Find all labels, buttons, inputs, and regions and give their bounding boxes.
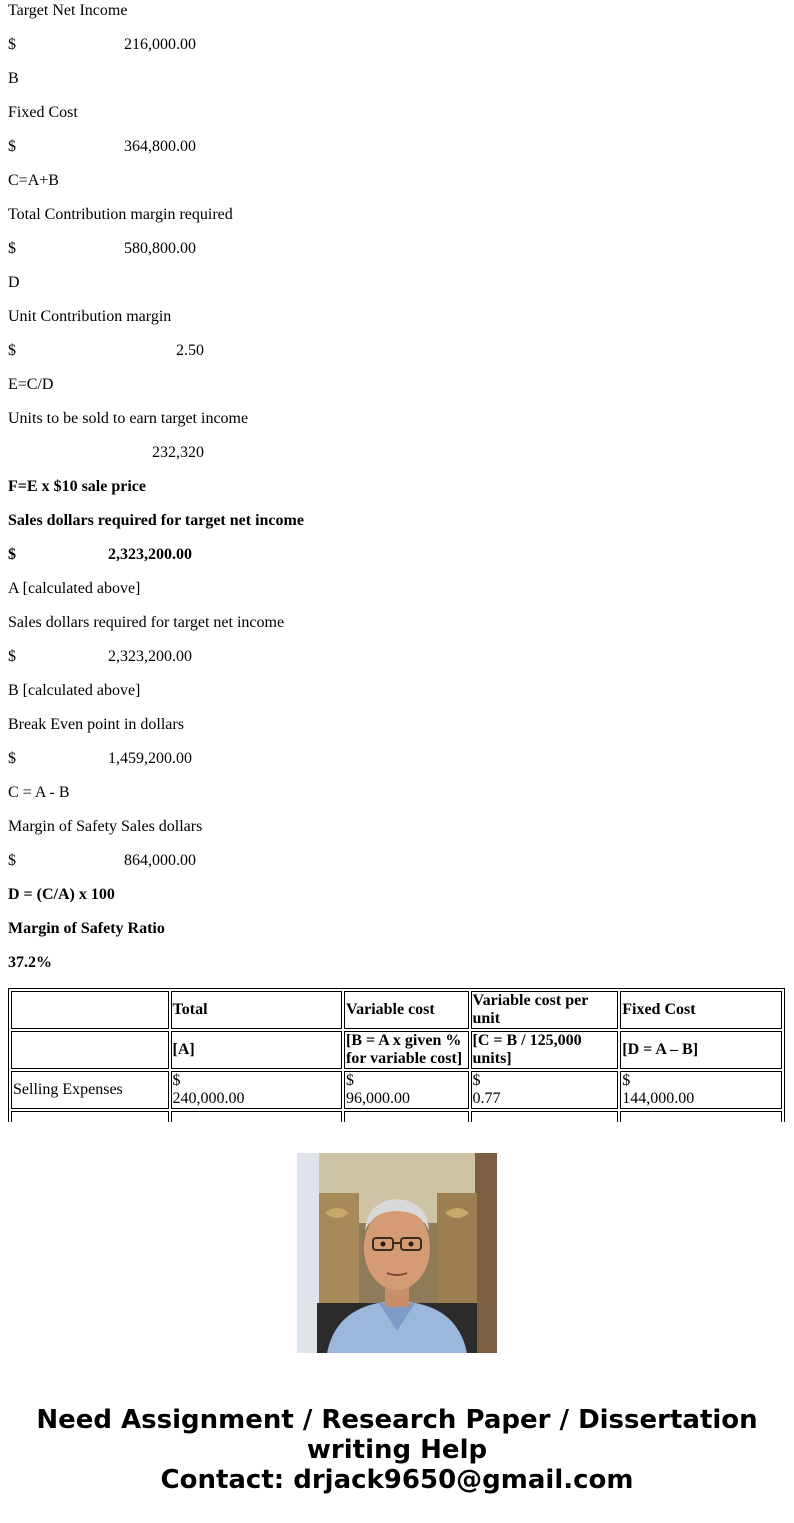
- currency-symbol: $: [8, 750, 16, 767]
- calc-label: Total Contribution margin required: [8, 206, 233, 223]
- calc-label: Unit Contribution margin: [8, 308, 172, 325]
- currency-symbol: $: [8, 342, 16, 359]
- calc-label: A [calculated above]: [8, 580, 141, 597]
- calc-label: Target Net Income: [8, 2, 128, 19]
- calc-label: Units to be sold to earn target income: [8, 410, 249, 427]
- calc-label: C=A+B: [8, 172, 59, 189]
- calc-label: B [calculated above]: [8, 682, 141, 699]
- calc-label: Fixed Cost: [8, 104, 78, 121]
- table-cell: [171, 1071, 342, 1109]
- subheader-cell-blank: [11, 1031, 169, 1069]
- calc-amount: 2.50: [176, 342, 204, 359]
- header-cell-variable-cost: Variable cost: [344, 991, 469, 1029]
- currency-symbol: $: [8, 240, 16, 257]
- banner-line-2: writing Help: [306, 1435, 488, 1465]
- subheader-cell-c: [C = B / 125,000 units]: [471, 1031, 619, 1069]
- calc-label: Break Even point in dollars: [8, 716, 184, 733]
- cell-amount: 0.77: [472, 1090, 501, 1107]
- calc-label: D = (C/A) x 100: [8, 886, 115, 903]
- author-avatar: [297, 1153, 497, 1353]
- calc-amount: 864,000.00: [124, 852, 196, 869]
- promo-section: [0, 1122, 794, 1523]
- calc-label: D: [8, 274, 20, 291]
- header-cell-variable-cost-per-unit: Variable cost per unit: [471, 991, 619, 1029]
- cell-currency: $: [346, 1072, 354, 1089]
- calc-label: Sales dollars required for target net income: [8, 614, 285, 631]
- calc-label: F=E x $10 sale price: [8, 478, 146, 495]
- table-cell: [620, 1071, 782, 1109]
- calc-label: Margin of Safety Ratio: [8, 920, 165, 937]
- currency-symbol: $: [8, 648, 16, 665]
- calc-label: Sales dollars required for target net income: [8, 512, 304, 529]
- calc-label: 37.2%: [8, 954, 52, 971]
- currency-symbol: $: [8, 546, 16, 563]
- subheader-cell-d: [D = A – B]: [620, 1031, 782, 1069]
- calc-label: Margin of Safety Sales dollars: [8, 818, 203, 835]
- header-cell-total: Total: [171, 991, 342, 1029]
- currency-symbol: $: [8, 138, 16, 155]
- cell-currency: $: [472, 1072, 481, 1089]
- table-subheader-row: [11, 1031, 782, 1069]
- header-cell-fixed-cost: Fixed Cost: [620, 991, 782, 1029]
- row-label: Selling Expenses: [11, 1071, 169, 1109]
- calc-label: C = A - B: [8, 784, 70, 801]
- avatar-portrait-icon: [297, 1153, 497, 1353]
- currency-symbol: $: [8, 36, 16, 53]
- cell-currency: $: [172, 1072, 181, 1089]
- calc-label: E=C/D: [8, 376, 54, 393]
- header-cell-blank: [11, 991, 169, 1029]
- promo-banner: [0, 1405, 794, 1495]
- calc-amount: 580,800.00: [124, 240, 196, 257]
- calc-amount: 1,459,200.00: [108, 750, 192, 767]
- contact-email-line: Contact: drjack9650@gmail.com: [160, 1465, 634, 1495]
- cell-currency: $: [622, 1072, 631, 1089]
- calc-amount: 216,000.00: [124, 36, 196, 53]
- subheader-cell-a: [A]: [171, 1031, 342, 1069]
- table-cell: [471, 1071, 619, 1109]
- cell-amount: 144,000.00: [622, 1090, 695, 1107]
- cell-amount: 96,000.00: [346, 1090, 410, 1107]
- subheader-cell-b: [B = A x given % for variable cost]: [344, 1031, 469, 1069]
- table-cell: [344, 1071, 469, 1109]
- table-row: [11, 1071, 782, 1109]
- table-header-row: [11, 991, 782, 1029]
- currency-symbol: $: [8, 852, 16, 869]
- calc-amount: 364,800.00: [124, 138, 196, 155]
- calc-amount: 2,323,200.00: [108, 546, 192, 563]
- calc-label: B: [8, 70, 19, 87]
- cell-amount: 240,000.00: [172, 1090, 245, 1107]
- calc-amount: 232,320: [152, 444, 204, 461]
- banner-line-1: Need Assignment / Research Paper / Dissertation: [36, 1405, 758, 1435]
- calc-amount: 2,323,200.00: [108, 648, 192, 665]
